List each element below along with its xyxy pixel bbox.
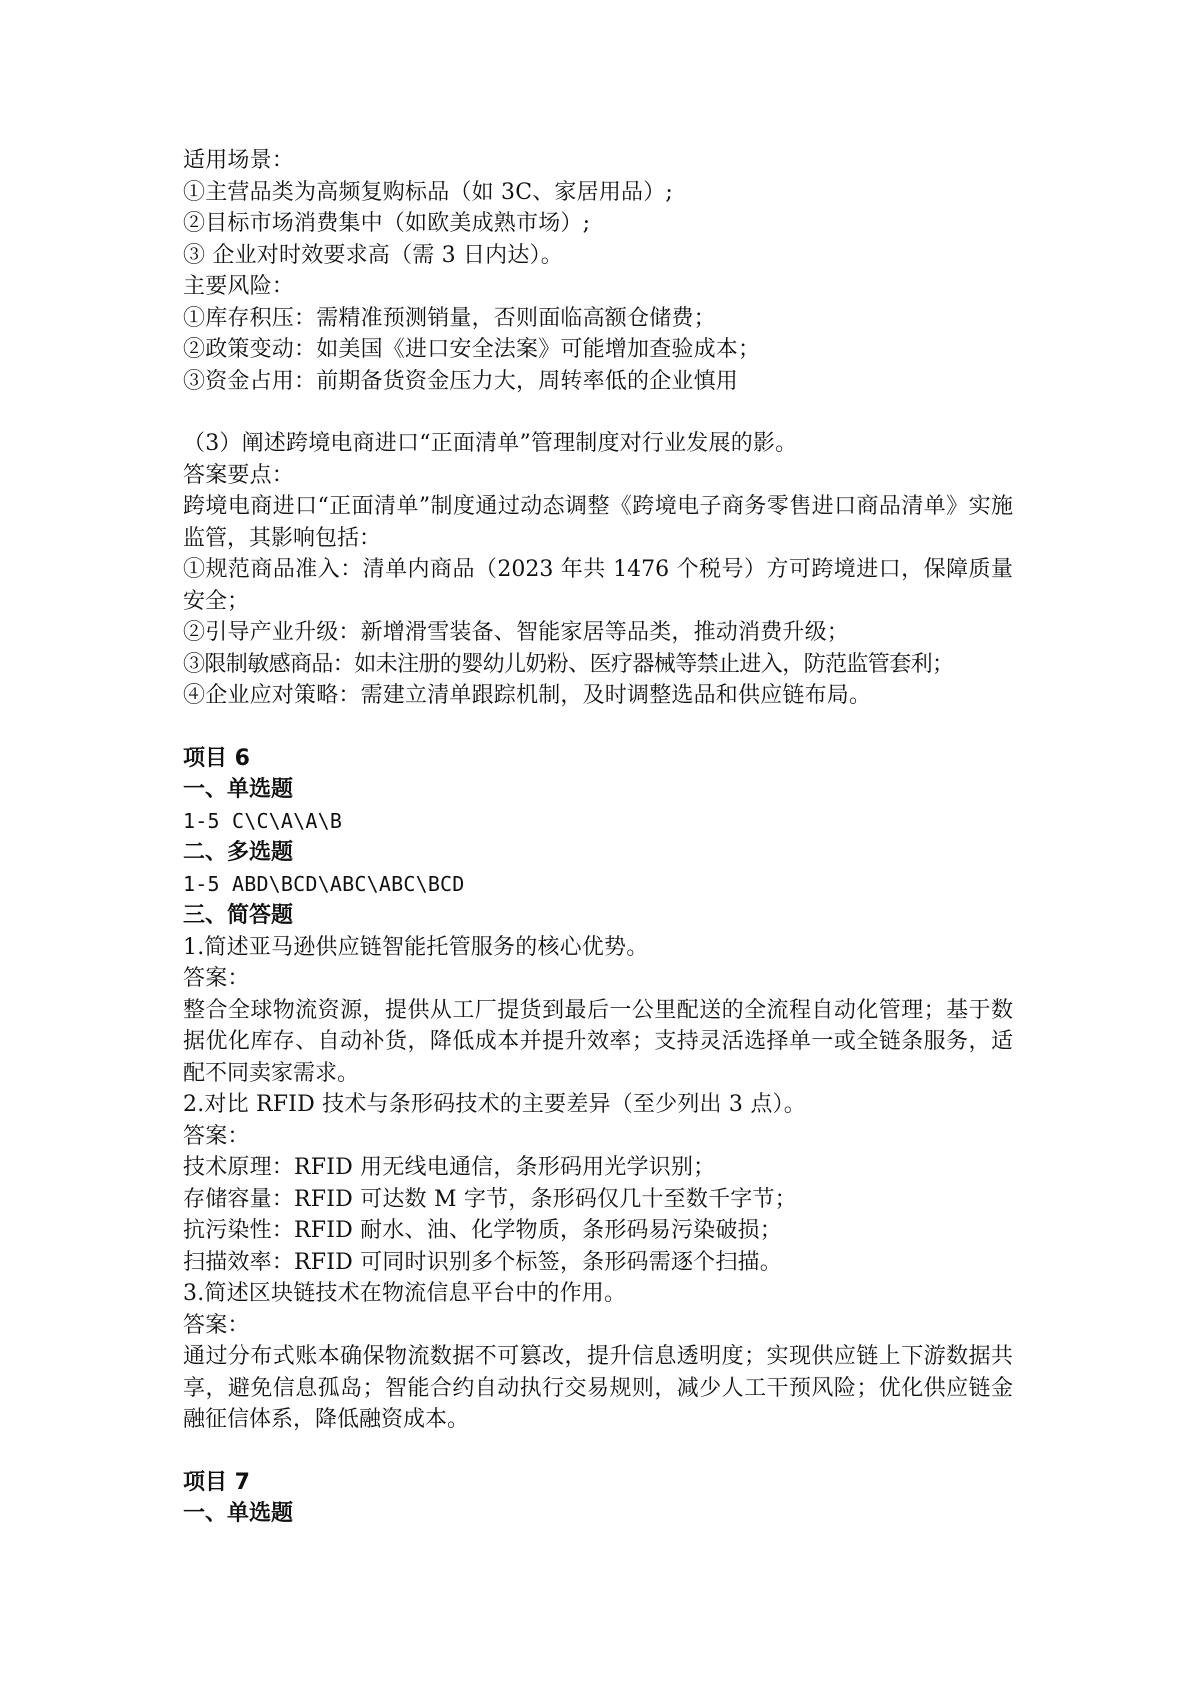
- scenario-item: ①主营品类为高频复购标品（如 3C、家居用品）;: [183, 179, 674, 205]
- scenario-item: ③ 企业对时效要求高（需 3 日内达）。: [183, 242, 563, 268]
- short-question-2: 2.对比 RFID 技术与条形码技术的主要差异（至少列出 3 点）。: [183, 1092, 806, 1117]
- risk-title: 主要风险：: [183, 274, 295, 299]
- short-question-3: 3.简述区块链技术在物流信息平台中的作用。: [183, 1281, 627, 1306]
- question-3-point: ④企业应对策略：需建立清单跟踪机制，及时调整选品和供应链布局。: [183, 683, 872, 708]
- question-3-title: （3）阐述跨境电商进口“正面清单”管理制度对行业发展的影。: [183, 431, 798, 456]
- question-3-point: ②引导产业升级：新增滑雪装备、智能家居等品类，推动消费升级；: [183, 620, 850, 645]
- project-6-title: 项目 6: [183, 745, 250, 771]
- single-choice-heading: 一、单选题: [183, 777, 294, 802]
- comparison-item: 扫描效率：RFID 可同时识别多个标签，条形码需逐个扫描。: [183, 1249, 782, 1275]
- spacer: [183, 712, 1013, 743]
- comparison-item: 技术原理：RFID 用无线电通信，条形码用光学识别；: [183, 1155, 716, 1180]
- short-answer-heading: 三、简答题: [183, 903, 294, 928]
- scenario-title: 适用场景：: [183, 148, 295, 173]
- risk-item: ①库存积压：需精准预测销量，否则面临高额仓储费；: [183, 305, 716, 331]
- multi-choice-answers: 1-5 ABD\BCD\ABC\ABC\BCD: [183, 871, 465, 896]
- short-answer-3: 通过分布式账本确保物流数据不可篡改，提升信息透明度；实现供应链上下游数据共享，避免信息孤岛；智能合约自动执行交易规则，减少人工干预风险；优化供应链金融征信体系，降低融资成本。: [183, 1344, 1013, 1432]
- answer-label: 答案要点：: [183, 462, 295, 488]
- question-3-intro: 跨境电商进口“正面清单”制度通过动态调整《跨境电子商务零售进口商品清单》实施监管，其影响包括：: [183, 494, 1013, 551]
- risk-item: ③资金占用：前期备货资金压力大，周转率低的企业慎用: [183, 368, 739, 394]
- single-choice-answers: 1-5 C\C\A\A\B: [183, 808, 343, 833]
- multi-choice-heading: 二、多选题: [183, 840, 294, 865]
- scenario-item: ②目标市场消费集中（如欧美成熟市场）;: [183, 211, 591, 236]
- answer-label: 答案：: [183, 966, 250, 991]
- short-answer-1: 整合全球物流资源，提供从工厂提货到最后一公里配送的全流程自动化管理；基于数据优化库存、自动补货，降低成本并提升效率；支持灵活选择单一或全链条服务，适配不同卖家需求。: [183, 997, 1013, 1086]
- document-body: [183, 145, 1013, 1530]
- answer-label: 答案：: [183, 1123, 250, 1149]
- question-3-point: ①规范商品准入：清单内商品（2023 年共 1476 个税号）方可跨境进口，保障质量安全；: [183, 557, 1013, 614]
- comparison-item: 抗污染性：RFID 耐水、油、化学物质，条形码易污染破损；: [183, 1218, 782, 1243]
- spacer: [183, 397, 1013, 428]
- comparison-item: 存储容量：RFID 可达数 M 字节，条形码仅几十至数千字节；: [183, 1186, 797, 1212]
- single-choice-heading: 一、单选题: [183, 1501, 294, 1526]
- answer-label: 答案：: [183, 1312, 250, 1338]
- question-3-point: ③限制敏感商品：如未注册的婴幼儿奶粉、医疗器械等禁止进入，防范监管套利；: [183, 651, 954, 677]
- short-question-1: 1.简述亚马逊供应链智能托管服务的核心优势。: [183, 934, 649, 960]
- spacer: [183, 1436, 1013, 1467]
- risk-item: ②政策变动：如美国《进口安全法案》可能增加查验成本；: [183, 337, 761, 362]
- project-7-title: 项目 7: [183, 1469, 250, 1495]
